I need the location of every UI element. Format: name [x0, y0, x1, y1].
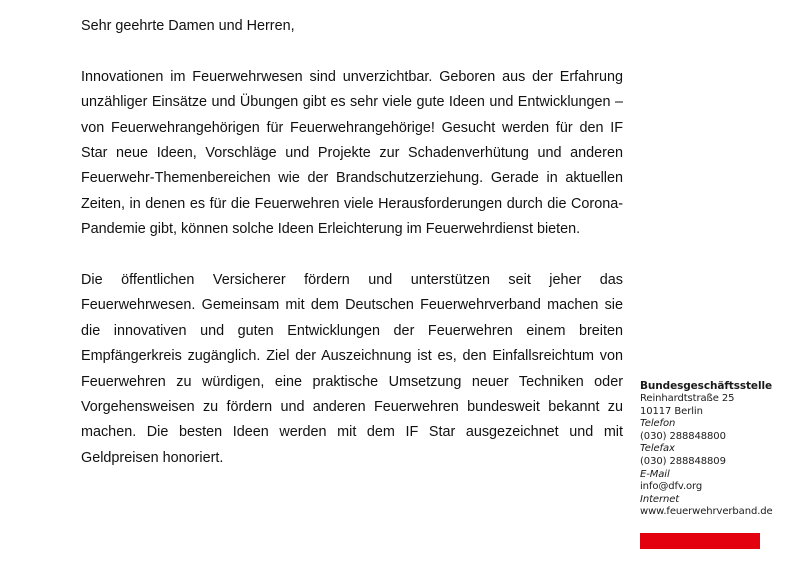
salutation: Sehr geehrte Damen und Herren,	[81, 18, 295, 34]
phone-label: Telefon	[640, 418, 676, 430]
web-address: www.feuerwehrverband.de	[640, 506, 773, 518]
contact-sidebar	[640, 380, 780, 519]
email-label: E-Mail	[640, 468, 670, 480]
paragraph-insurers: Die öffentlichen Versicherer fördern und unterstützen seit jeher das Feuerwehrwesen. Gemeinsam mit dem Deutschen Feuerwehrverband machen sie die innovativen und guten Entwicklungen der Feuerwehren einem breiten Empfängerkreis zugänglich. Ziel der Auszeichnung ist es, den Einfallsreichtum von Feuerwehren zu würdigen, eine praktische Umsetzung neuer Techniken oder Vorgehensweisen zu fördern und anderen Feuerwehren bundesweit bekannt zu machen. Die besten Ideen werden mit dem IF Star ausgezeichnet und mit Geldpreisen honoriert.	[81, 272, 623, 466]
phone-number: (030) 288848800	[640, 430, 726, 442]
fax-number: (030) 288848809	[640, 455, 726, 467]
fax-label: Telefax	[640, 443, 675, 455]
paragraph-innovation: Innovationen im Feuerwehrwesen sind unverzichtbar. Geboren aus der Erfahrung unzähliger Einsätze und Übungen gibt es sehr viele gute Ideen und Entwicklungen – von Feuerwehrangehörigen für Feuerwehrangehörige! Gesucht werden für den IF Star neue Ideen, Vorschläge und Projekte zur Schadenverhütung und anderen Feuerwehr-Themenbereichen wie der Brandschutzerziehung. Gerade in aktuellen Zeiten, in denen es für die Feuerwehren viele Herausforderungen durch die Corona-Pandemie gibt, können solche Ideen Erleichterung im Feuerwehrdienst bieten.	[81, 68, 623, 238]
office-title: Bundesgeschäftsstelle	[640, 380, 772, 392]
street-address: Reinhardtstraße 25	[640, 393, 735, 404]
red-accent-bar	[640, 533, 760, 549]
email-address: info@dfv.org	[640, 481, 703, 493]
letter-body	[81, 14, 623, 471]
city-address: 10117 Berlin	[640, 405, 703, 417]
web-label: Internet	[640, 493, 680, 505]
